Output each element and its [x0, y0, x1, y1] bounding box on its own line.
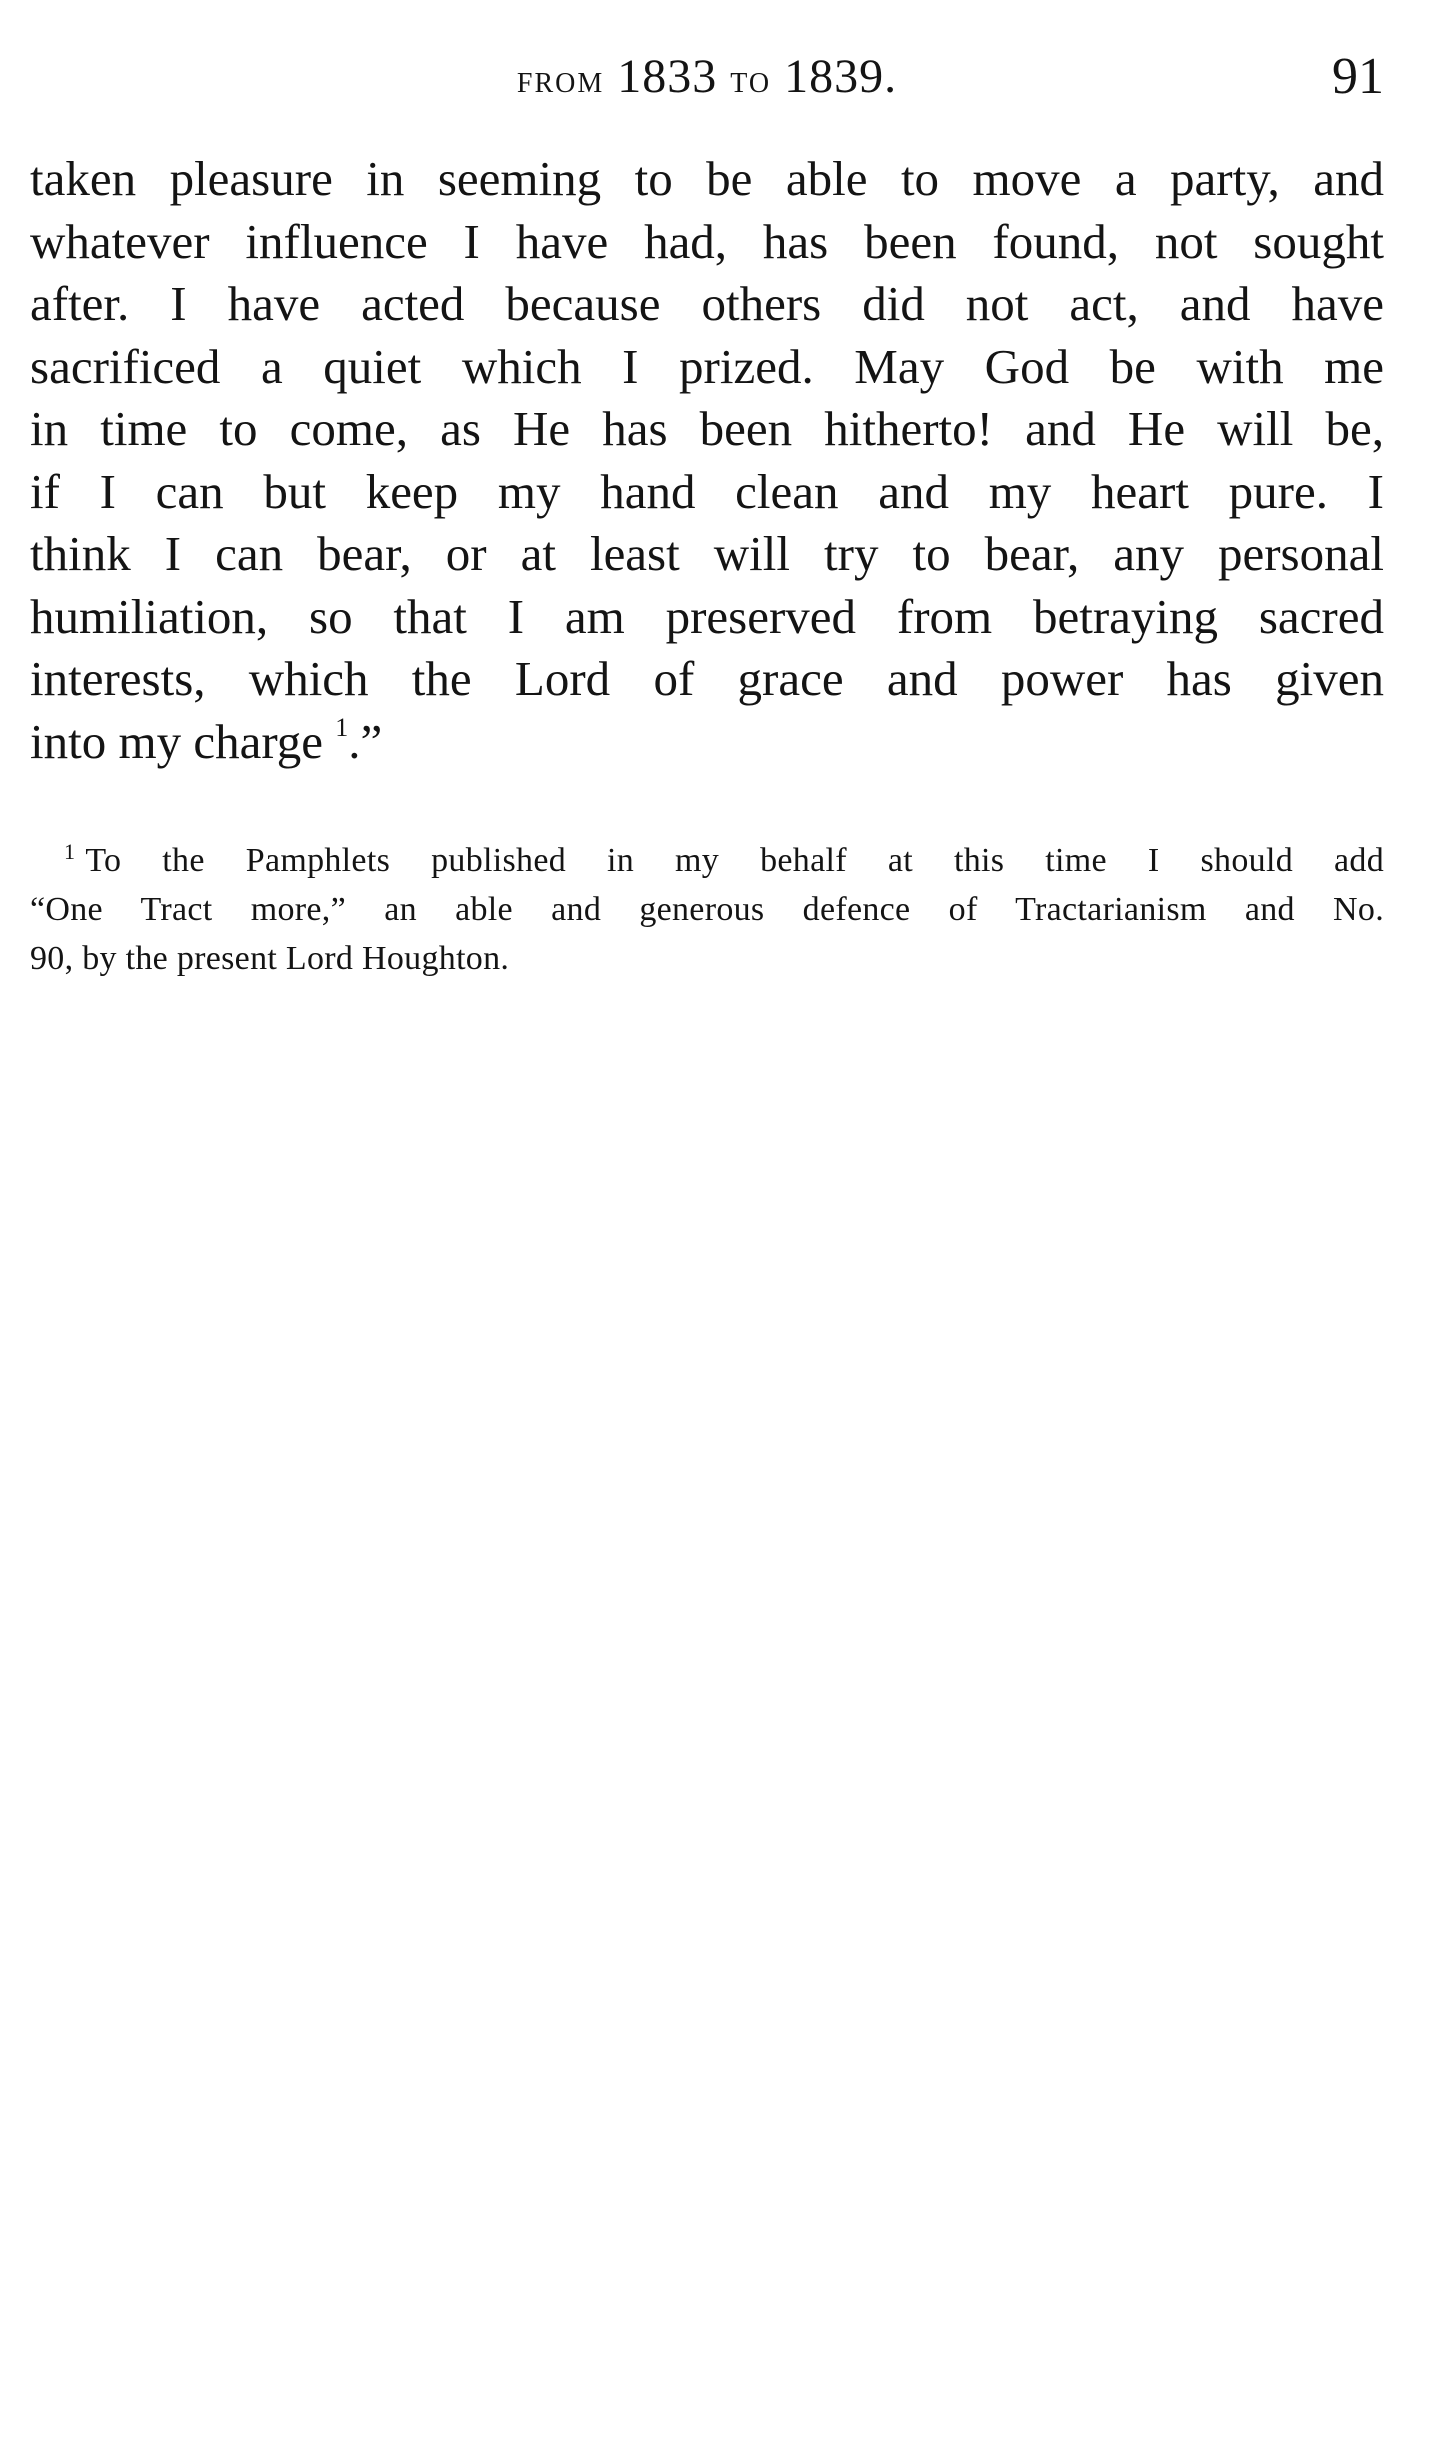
- footnote-marker: 1: [64, 839, 76, 864]
- body-line: if I can but keep my hand clean and my heart pure. I: [30, 463, 1384, 519]
- body-line: think I can bear, or at least will try to bear, any personal: [30, 526, 1384, 581]
- footnote-line-2: “One Tract more,” an able and generous defence of Tractarianism and No.: [30, 891, 1384, 928]
- title-year-end: 1839.: [784, 50, 898, 103]
- last-line-text: into my charge: [30, 713, 324, 769]
- title-year-start: 1833: [617, 50, 718, 103]
- running-head: [30, 42, 1384, 112]
- body-line: interests, which the Lord of grace and power has given: [30, 651, 1384, 706]
- body-line: humiliation, so that I am preserved from betraying sacred: [30, 588, 1384, 644]
- body-line: in time to come, as He has been hitherto! and He will be,: [30, 401, 1384, 456]
- page-number: 91: [1332, 48, 1384, 105]
- title-word-to: to: [730, 56, 772, 101]
- body-line: taken pleasure in seeming to be able to move a party, and: [30, 151, 1384, 206]
- last-line-close: .”: [348, 713, 383, 769]
- running-title: [30, 42, 1384, 114]
- footnote-line-1: To the Pamphlets published in my behalf at this time I should add: [85, 842, 1384, 879]
- footnote-line-3: 90, by the present Lord Houghton.: [30, 940, 510, 977]
- body-line: whatever influence I have had, has been found, not sought: [30, 213, 1384, 269]
- body-text: [30, 148, 1384, 773]
- footnote-reference: 1: [335, 712, 349, 742]
- footnote: [30, 836, 1384, 983]
- body-line: after. I have acted because others did not act, and have: [30, 276, 1384, 331]
- body-line-last: [30, 711, 1384, 774]
- title-word-from: from: [516, 56, 605, 101]
- body-line: sacrificed a quiet which I prized. May God be with me: [30, 338, 1384, 394]
- footnote-line: [30, 836, 1384, 885]
